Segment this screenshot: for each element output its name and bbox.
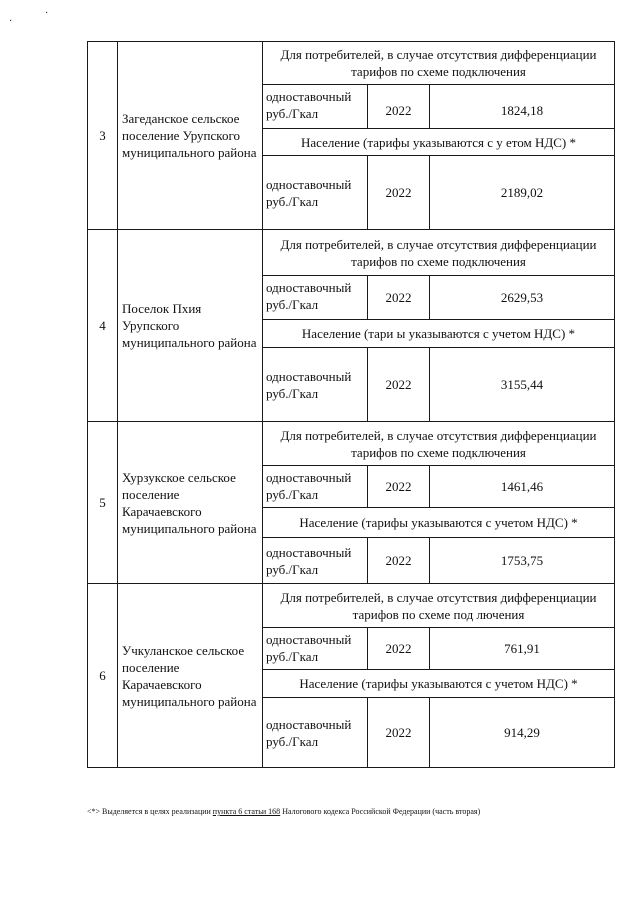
settlement-name: Загеданское сельское поселение Урупского муниципального района: [118, 42, 263, 230]
consumer-category-header: Для потребителей, в случае отсутствия дифференциации тарифов по схеме под лючения: [263, 584, 615, 628]
population-tariff-value: 2189,02: [430, 156, 615, 230]
population-tariff-year: 2022: [368, 156, 430, 230]
tariff-unit: одноставочный руб./Гкал: [263, 628, 368, 670]
tariff-year: 2022: [368, 276, 430, 320]
footnote-prefix: <*> Выделяется в целях реализации: [87, 807, 213, 816]
population-header: Население (тари ы указываются с учетом НДС) *: [263, 320, 615, 348]
tariff-table: [87, 41, 615, 768]
tariff-block-3: [88, 42, 615, 230]
row-number: 3: [88, 42, 118, 230]
tariff-unit: одноставочный руб./Гкал: [263, 276, 368, 320]
population-header: Население (тарифы указываются с у етом НДС) *: [263, 129, 615, 156]
footnote-suffix: Налогового кодекса Российской Федерации (часть вторая): [280, 807, 481, 816]
population-tariff-year: 2022: [368, 698, 430, 768]
tariff-year: 2022: [368, 628, 430, 670]
row-number: 6: [88, 584, 118, 768]
population-tariff-unit: одноставочный руб./Гкал: [263, 698, 368, 768]
consumer-category-header: Для потребителей, в случае отсутствия дифференциации тарифов по схеме подключения: [263, 42, 615, 85]
tariff-value: 1824,18: [430, 85, 615, 129]
population-tariff-value: 914,29: [430, 698, 615, 768]
population-tariff-unit: одноставочный руб./Гкал: [263, 538, 368, 584]
settlement-name: Поселок Пхия Урупского муниципального района: [118, 230, 263, 422]
row-number: 4: [88, 230, 118, 422]
population-tariff-unit: одноставочный руб./Гкал: [263, 348, 368, 422]
population-tariff-year: 2022: [368, 348, 430, 422]
tariff-unit: одноставочный руб./Гкал: [263, 466, 368, 508]
tariff-block-5: [88, 422, 615, 584]
settlement-name: Хурзукское сельское поселение Карачаевского муниципального района: [118, 422, 263, 584]
tariff-value: 2629,53: [430, 276, 615, 320]
scan-speck: ·: [9, 16, 13, 27]
population-tariff-unit: одноставочный руб./Гкал: [263, 156, 368, 230]
population-header: Население (тарифы указываются с учетом НДС) *: [263, 508, 615, 538]
consumer-category-header: Для потребителей, в случае отсутствия дифференциации тарифов по схеме подключения: [263, 422, 615, 466]
tariff-block-4: [88, 230, 615, 422]
tariff-value: 761,91: [430, 628, 615, 670]
population-header: Население (тарифы указываются с учетом НДС) *: [263, 670, 615, 698]
tariff-value: 1461,46: [430, 466, 615, 508]
consumer-category-header: Для потребителей, в случае отсутствия дифференциации тарифов по схеме подключения: [263, 230, 615, 276]
population-tariff-year: 2022: [368, 538, 430, 584]
tariff-block-6: [88, 584, 615, 768]
tariff-year: 2022: [368, 466, 430, 508]
tariff-unit: одноставочный руб./Гкал: [263, 85, 368, 129]
settlement-name: Учкуланское сельское поселение Карачаевского муниципального района: [118, 584, 263, 768]
footnote-law-link[interactable]: пункта 6 статьи 168: [212, 807, 281, 816]
population-tariff-value: 3155,44: [430, 348, 615, 422]
tariff-year: 2022: [368, 85, 430, 129]
scan-speck: ·: [45, 8, 49, 19]
footnote: [87, 807, 614, 817]
row-number: 5: [88, 422, 118, 584]
population-tariff-value: 1753,75: [430, 538, 615, 584]
